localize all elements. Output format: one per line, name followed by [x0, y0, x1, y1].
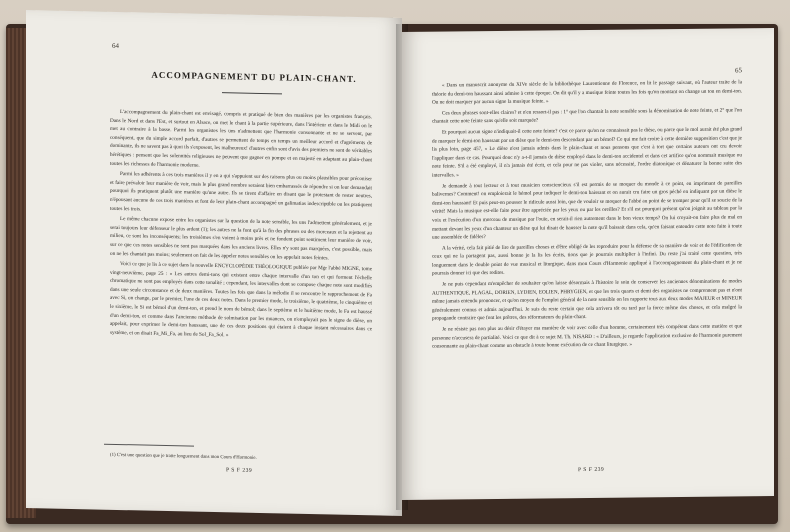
- paragraph: Parmi les adhérents à ces trois manières il y en a qui s'appuient sur des raisons plus ou moins plausibles pour préconiser et faire prévaloir leur manière de voir, mais le plus grand nombre seraient bien embarrassés de répondre si on leur demandait pourquoi ils pratiquent plutôt une manière qu'une autre. Ils se tirent d'affaire en disant que le protestant de rester neutres, n'épousant aucune de ces trois manières et font de leur plain-chant accompagné un galimatias indescriptible ou les pratiquent toutes les trois.: [110, 171, 372, 213]
- paragraph: Je demande à tout lecteur et à tout musicien consciencieux s'il est permis de se moquer du monde à ce point, en imprimant de pareilles balivernes? Comment! on emploierait le bémol pour indiquer le demi-ton baissant et on aurait cru faire un gros péché en indiquant par un dièse le demi-ton haussant! Et puis peut-on pousser le ridicule aussi loin, que de vouloir se moquer de l'abbé au point de se tromper pour qu'il se soucie de la vérité! Mais la musique est-elle faite pour être appréciée par les yeux ou par les oreilles? Et s'il est pourquoi présent qu'on joignit au tableau par la voix et l'exécution d'un morceau de musique par l'ouïe, en serait-il rien autrement dans le bon vieux temps? On lui croyait-on faire plus de mal en mettant devant les yeux d'un chanteur un dièse qui lui disait de hausser la note qu'il baissait dans cela, qu'en faisant entendre cette note faite à toute une assemblée de fidèles?: [432, 179, 742, 241]
- paragraph: L'accompagnement du plain-chant est envisagé, compris et pratiqué de bien des manières par les organistes français. Dans le Nord et dans l'Est, et surtout en Alsace, on met le chant à la partie supérieure, dans l'intérieur et dans le Midi on le met au contraire à la basse. Parmi les organistes les uns n'admettent que l'harmonie consonnante et ne se servent, par conséquent, que du simple accord parfait, d'autres se permettent de temps en temps un meilleur accord et d'agréments de dominante, ils ne savent pas à quoi ils s'exposent, les malheureux! d'autres enfin sont d'avis des premiers ne sont de véritables hérétiques : pensent que les solennités religieuses ne peuvent que gagner en pompe et en majesté en adaptant au plain-chant toutes les richesses de l'harmonie moderne.: [110, 109, 372, 169]
- paragraph: Le même chacune expose entre les organistes sur la question de la note sensible, les uns l'admettent généralement, et je serai toujours leur défenseur le plus ardent (1); les autres ne la font qu'à la fin des phrases ou des morceaux et la rejettent au milieu, ce sont les inconséquents; les troisièmes s'en voient à moins près et ne fondent point sentiment leur manière de voir, sur ce que ces notes sensibles ne sont pas marquées dans les anciens livres. Elles n'y sont pas marquées, c'est possible, mais on ne les chantait pas moins; seulement on fait de les appeler notes sensibles on les appelait notes feintes.: [110, 216, 372, 261]
- paragraph: Ces deux phrases sont-elles claires? et n'en ressort-il pas : 1° que l'on chantait la note sensible sous la dénomination de note feinte, et 2° que l'on chantait cette note feinte sans qu'elle soit marquée?: [432, 107, 742, 126]
- left-page-number: 64: [112, 41, 119, 51]
- right-page-number: 65: [735, 66, 742, 75]
- paragraph: Et pourquoi aucun signe n'indiquait-il cette note feinte? c'est ce parce qu'on ne connaissait pas le dièse, ou parce que le mol aurait été plus grand de marquer le demi-ton haussant par un dièse que le demi-ton descendant par un bémol? Ce qui me fait croire à cette dernière supposition c'est que je lis plus loin, page 457, « Le dièse n'est jamais admis dans le plain-chant et nous pensons que c'est à tort que certains auteurs ont cru devoir l'appliquer dans ce cas. Pourquoi donc n'y a-t-il jamais de dièse employé dans le demi-ton accidentel et dans cet artifice qu'on nommait musique ou note feinte. S'il a été employé, il n'a jamais été écrit, et cela pour ne pas violer, sans nécessité, l'ordre diatonique et dénaturer la bonne suite des intervalles. »: [432, 126, 742, 179]
- paragraph: « Dans un manuscrit anonyme du XIVe siècle de la bibliothèque Laurentienne de Florence, on lit le passage suivant, où l'auteur traite de la théorie du demi-ton haussant ainsi admise à cette époque. On dit qu'il y a musique feinte toutes les fois qu'on montant on change un ton en demi-ton. On ne doit marquer par aucun signe la musique feinte. »: [432, 79, 742, 106]
- page-title: ACCOMPAGNEMENT DU PLAIN-CHANT.: [151, 69, 357, 84]
- printer-signature: P S F 239: [226, 467, 253, 474]
- printer-signature: P S F 239: [578, 466, 605, 474]
- right-body-text: [432, 78, 742, 353]
- paragraph: A la vérité, cela fait pitié de lire de pareilles choses et d'être obligé de les reproduire pour la défense de sa manière de voir et de l'édification de ceux qui ne la partagent pas, aussi bonne je la lis les écrits, tions que je pourrais multiplier à l'infini. Du reste j'ai traité cette question, très longuement dans le double point de vue musical et liturgique, dans mon Cours d'Harmonie appliqué à l'accompagnement du plain-chant et je ne pourrais donner ici que des redites.: [432, 242, 742, 278]
- right-page: [402, 28, 774, 500]
- footnote: (1) C'est une question que je traite longuement dans mon Cours d'Harmonie.: [110, 452, 257, 461]
- left-body-text: [110, 108, 372, 345]
- left-page: [26, 10, 402, 516]
- paragraph: Je ne puis cependant m'empêcher de souhaiter qu'on laisse désormais à l'histoire le soin de conserver les anciennes dénominations de modes AUTHENTIQUE, PLAGAL, DORIEN, LYDIEN, EOLIEN, PHRYGIEN, et que les trois quarts et demi des organistes ne comprennent pas et n'ont même jamais entendu prononcer, et qu'on moyen de l'emploi général de la note sensible on les rapporte tous aux deux modes MAJEUR et MINEUR généralement connus et admis aujourd'hui. Je suis du reste certain que cela arrivera tôt ou tard par la force même des choses, et cela malgré la propagande contraire que font les prêtres, des réformateurs du plain-chant.: [432, 278, 742, 323]
- paragraph: Je ne résiste pas non plus au désir d'étayer ma manière de voir avec celle d'un homme, certainement très compétent dans cette matière et que personne n'accusera de partialité. Voici ce que dit à ce sujet M. Th. NISARD : « D'ailleurs, je regarde l'application exclusive de l'harmonie purement consonnante au plain-chant comme un obstacle à toute bonne exécution de ce chant liturgique. »: [432, 323, 742, 350]
- footnote-rule: [104, 444, 194, 447]
- title-underline: [222, 92, 282, 94]
- paragraph: Voici ce que je lis à ce sujet dans la nouvelle ENCYCLOPÉDIE THÉOLOGIQUE publiée par Mgr l'abbé MIGNE, tome vingt-neuvième, page 25 : « Les autres demi-tons qui existent entre chaque intervalle d'un ton et qui forment l'échelle chromatique ne sont pas employés dans cette tonalité ; cependant, les intervalles dont se compose chaque note sont modifiés dans une seule circonstance et de deux manières. Toutes les fois que dans la mélodie il se rencontre le rapprochement de Fa avec Si, on change, par le premier, l'une de ces deux notes. Dans le premier mode, le troisième, le quatrième, le cinquième et le sixième, le Si est bémol d'un demi-ton, et prend le nom de bémol; dans le septième et le huitième mode, le Fa est haussé d'un demi-ton, et comme dans l'ancienne méthode de solmisation par les muances, on n'employait pas le signe de dièse, on appelait, pour exprimer le demi-ton haussant, une de ces deux positions qui étaient à chaque instant nécessaires dans ce système, et on disait Fa_Mi_Fa, au lieu de Sol_Fa_Sol. »: [110, 261, 372, 339]
